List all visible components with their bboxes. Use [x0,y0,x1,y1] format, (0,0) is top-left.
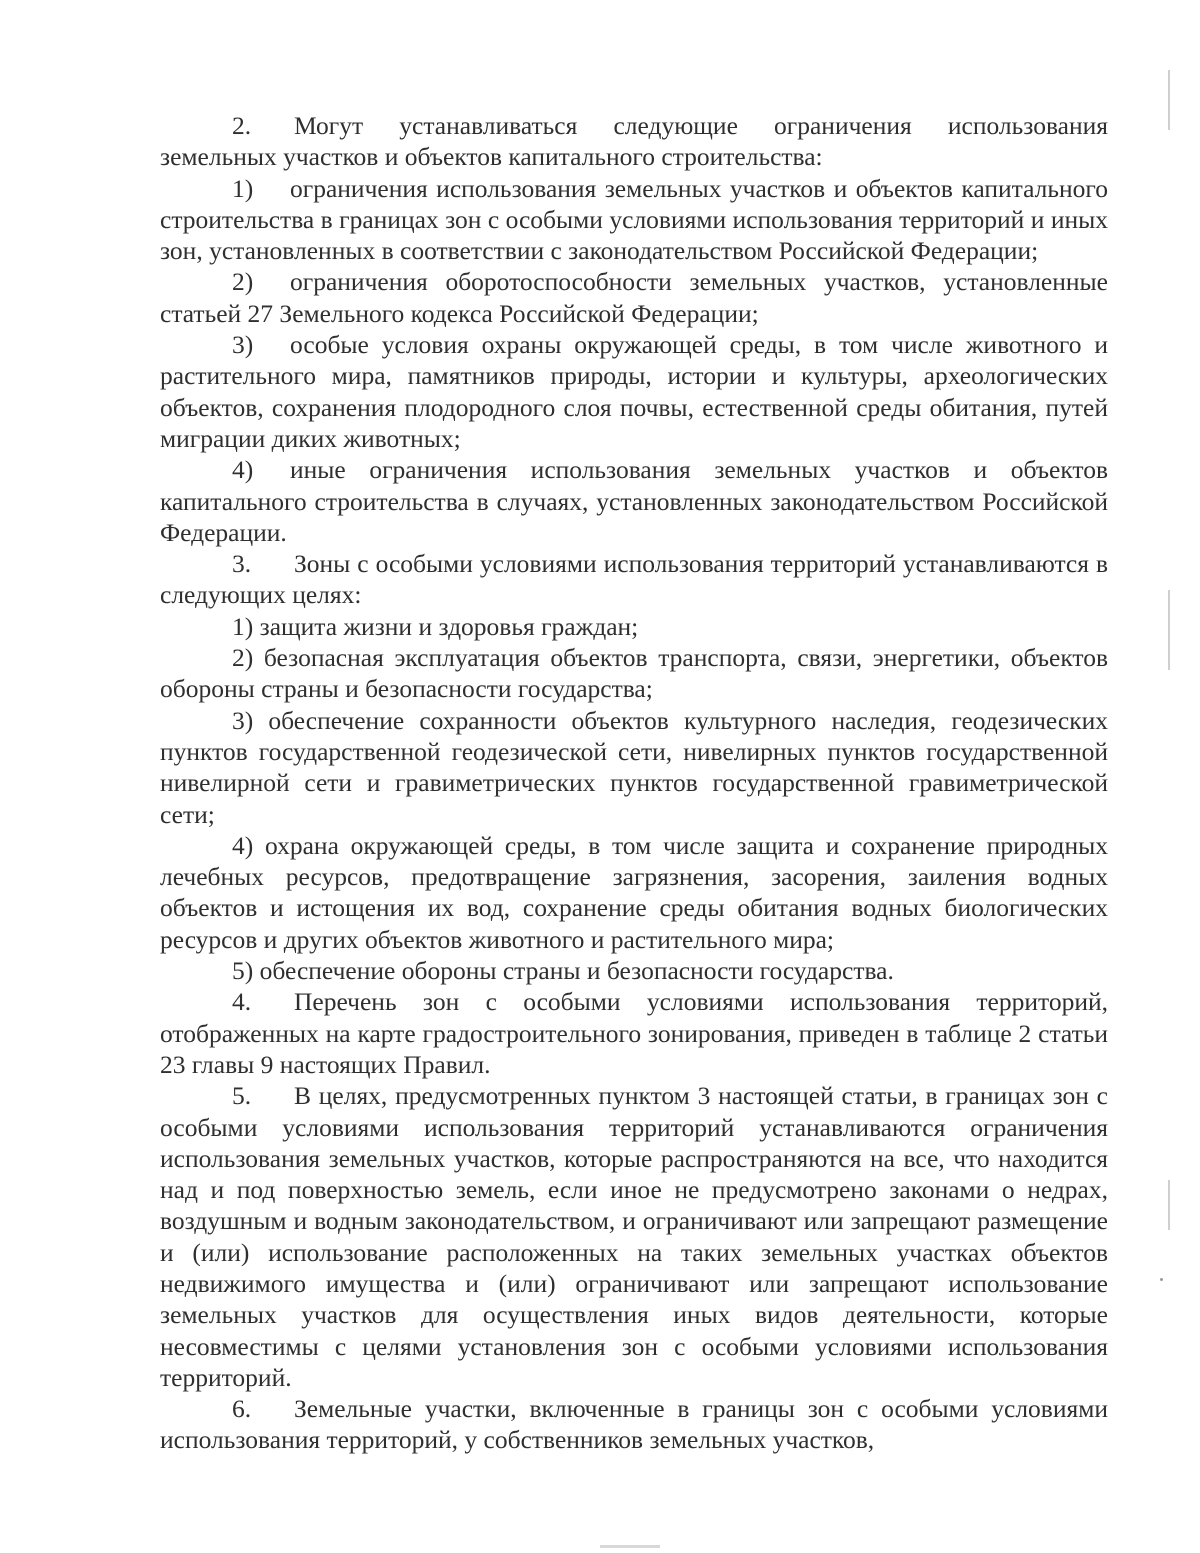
list-item-text: 4) охрана окружающей среды, в том числе защита и сохранение природных лечебных ресурсов, предотвращение загрязнения, засорения, заиления водных объектов и истощения их вод, сохранение среды обитания водных биологических ресурсов и других объектов животного и растительного мира; [160,830,1108,954]
paragraph-text: Земельные участки, включенные в границы зон с особыми условиями использования территорий, у собственников земельных участков, [160,1394,1108,1455]
paragraph [160,986,1108,1080]
list-item [160,329,1108,454]
paragraph [160,548,1108,611]
scan-edge-mark [1168,590,1170,670]
scan-footer-mark [600,1545,660,1548]
list-item-text: иные ограничения использования земельных участков и объектов капитального строительства в случаях, установленных законодательством Российской Федерации. [160,455,1108,547]
list-item-number: 1) [232,173,254,203]
list-item-number: 3) [232,330,254,360]
list-item-text: ограничения оборотоспособности земельных участков, установленные статьей 27 Земельного кодекса Российской Федерации; [160,267,1108,328]
list-item-number: 4) [232,455,254,485]
list-item [160,705,1108,830]
list-item-text: 5) обеспечение обороны страны и безопасности государства. [232,956,894,986]
list-item-number: 2) [232,267,254,297]
list-item-text: 1) защита жизни и здоровья граждан; [232,611,639,641]
scan-speck [1160,1278,1163,1281]
list-item [160,173,1108,267]
list-item [160,611,1108,642]
list-item-text: 3) обеспечение сохранности объектов культурного наследия, геодезических пунктов государственной геодезической сети, нивелирных пунктов государственной нивелирной сети и гравиметрических пунктов государственной гравиметрической сети; [160,705,1108,829]
paragraph [160,110,1108,173]
paragraph-number: 2. [232,111,252,140]
list-item [160,830,1108,955]
list-item [160,955,1108,986]
paragraph-text: Перечень зон с особыми условиями использования территорий, отображенных на карте градостроительного зонирования, приведен в таблице 2 статьи 23 главы 9 настоящих Правил. [160,987,1108,1079]
list-item [160,454,1108,548]
paragraph-text: В целях, предусмотренных пунктом 3 настоящей статьи, в границах зон с особыми условиями использования территорий устанавливаются ограничения использования земельных участков, которые распространяются на все, что находится над и под поверхностью земель, если иное не предусмотрено законами о недрах, воздушным и водным законодательством, и ограничивают или запрещают размещение и (или) использование расположенных на таких земельных участках объектов недвижимого имущества и (или) ограничивают или запрещают использование земельных участков для осуществления иных видов деятельности, которые несовместимы с целями установления зон с особыми условиями использования территорий. [160,1081,1108,1392]
scan-edge-mark [1168,1180,1170,1230]
paragraph-number: 4. [232,987,252,1017]
document-body [160,110,1108,1456]
paragraph-number: 5. [232,1081,252,1111]
paragraph-number: 6. [232,1394,252,1424]
scan-edge-mark [1168,70,1170,130]
paragraph [160,1080,1108,1393]
paragraph-number: 3. [232,549,252,579]
list-item-text: особые условия охраны окружающей среды, в том числе животного и растительного мира, памятников природы, истории и культуры, археологических объектов, сохранения плодородного слоя почвы, естественной среды обитания, путей миграции диких животных; [160,330,1108,453]
list-item-text: ограничения использования земельных участков и объектов капитального строительства в границах зон с особыми условиями использования территорий и иных зон, установленных в соответствии с законодательством Российской Федерации; [160,173,1108,266]
paragraph [160,1393,1108,1456]
paragraph-text: Зоны с особыми условиями использования территорий устанавливаются в следующих целях: [160,549,1108,610]
list-item-text: 2) безопасная эксплуатация объектов транспорта, связи, энергетики, объектов обороны страны и безопасности государства; [160,643,1108,704]
list-item [160,266,1108,329]
paragraph-text: Могут устанавливаться следующие ограничения использования земельных участков и объектов капитального строительства: [160,111,1108,172]
list-item [160,642,1108,705]
